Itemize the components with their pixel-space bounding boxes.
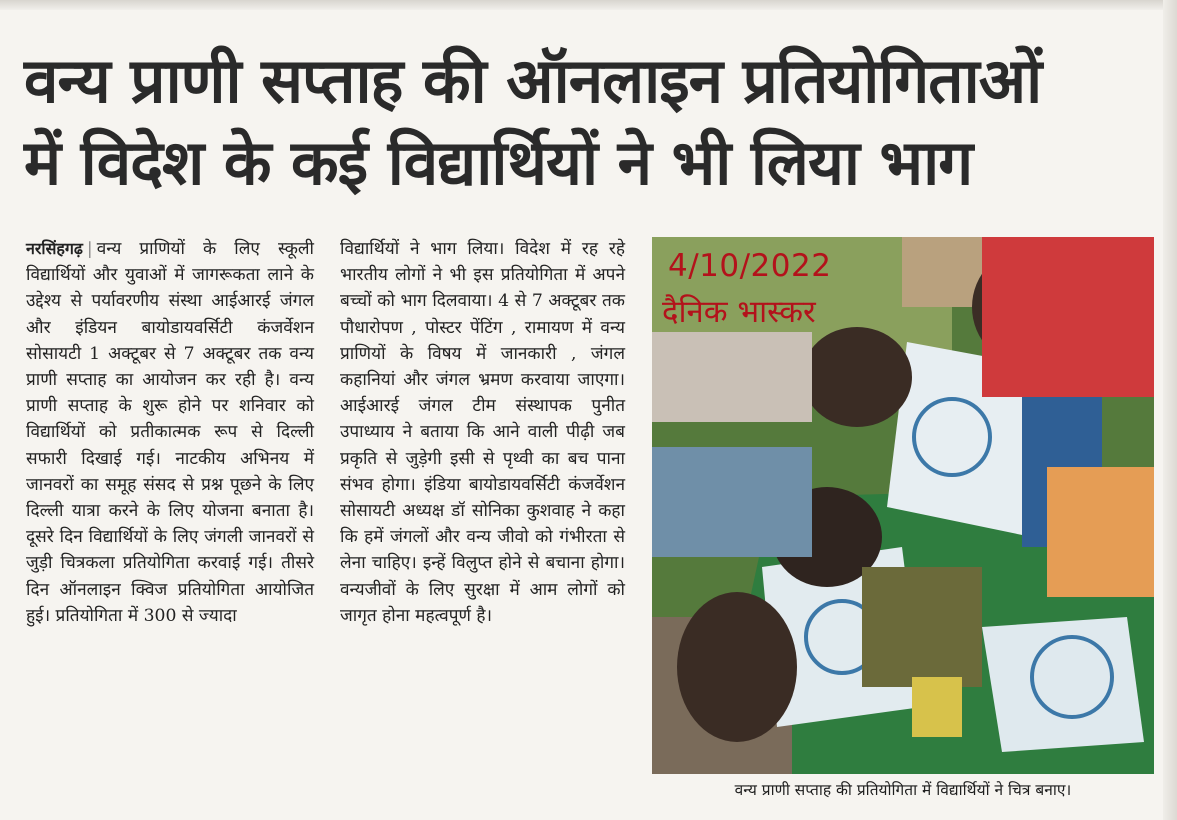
headline-line-1: वन्य प्राणी सप्ताह की ऑनलाइन प्रतियोगिताओं — [24, 44, 1042, 117]
photo-caption: वन्य प्राणी सप्ताह की प्रतियोगिता में विद्यार्थियों ने चित्र बनाए। — [734, 781, 1072, 799]
article-column-2 — [340, 236, 625, 629]
dateline-separator: | — [86, 239, 93, 259]
dateline: नरसिंहगढ़ — [26, 239, 83, 258]
date-stamp: 4/10/2022 — [668, 248, 832, 284]
column-2-text: विद्यार्थियों ने भाग लिया। विदेश में रह रहे भारतीय लोगों ने भी इस प्रतियोगिता में अपने बच्चों को भाग दिलवाया। 4 से 7 अक्टूबर तक पौधारोपण , पोस्टर पेंटिंग , रामायण में वन्य प्राणियों के विषय में जानकारी , जंगल कहानियां और जंगल भ्रमण करवाया जाएगा। आईआरई जंगल टीम संस्थापक पुनीत उपाध्याय ने बताया कि आने वाली पीढ़ी जब प्रकृति से जुड़ेगी इसी से पृथ्वी का बच पाना संभव होगा। इंडिया बायोडायवर्सिटी कंजर्वेशन सोसायटी अध्यक्ष डॉ सोनिका कुशवाह ने कहा कि हमें जंगलों और वन्य जीवो को गंभीरता से लेना चाहिए। इन्हें विलुप्त होने से बचाना होगा। वन्यजीवों के लिए सुरक्षा में आम लोगों को जागृत होना महत्वपूर्ण है। — [340, 239, 625, 626]
newspaper-name-stamp: दैनिक भास्कर — [662, 294, 816, 330]
article-column-1 — [26, 236, 314, 629]
headline — [24, 40, 1144, 204]
cropped-top-strip — [0, 0, 1177, 10]
column-1-text: वन्य प्राणियों के लिए स्कूली विद्यार्थियों और युवाओं में जागरूकता लाने के उद्देश्य से पर्यावरणीय संस्था आईआरई जंगल और इंडियन बायोडायवर्सिटी कंजर्वेशन सोसायटी 1 अक्टूबर से 7 अक्टूबर तक वन्य प्राणी सप्ताह का आयोजन कर रही है। वन्य प्राणी सप्ताह के शुरू होने पर शनिवार को विद्यार्थियों को प्रतीकात्मक रूप से दिल्ली सफारी दिखाई गई। नाटकीय अभिनय में जानवरों का समूह संसद से प्रश्न पूछने के लिए दिल्ली यात्रा करने के लिए योजना बनाता है। दूसरे दिन विद्यार्थियों के लिए जंगली जानवरों से जुड़ी चित्रकला प्रतियोगिता करवाई गई। तीसरे दिन ऑनलाइन क्विज प्रतियोगिता आयोजित हुई। प्रतियोगिता में 300 से ज्यादा — [26, 239, 314, 626]
page-edge — [1163, 0, 1177, 820]
headline-line-2: में विदेश के कई विद्यार्थियों ने भी लिया भाग — [24, 126, 973, 199]
